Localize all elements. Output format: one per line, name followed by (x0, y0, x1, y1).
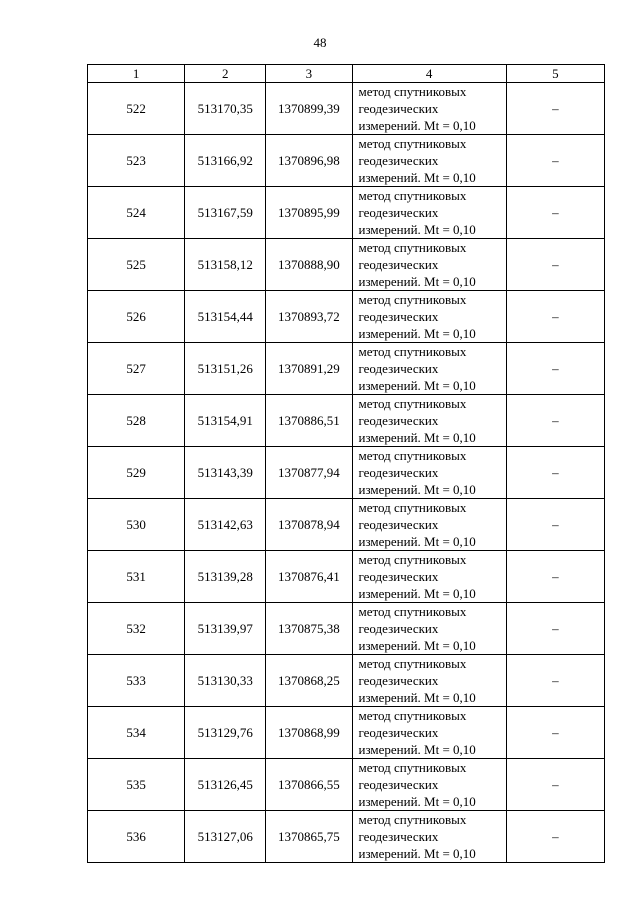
table-row (88, 603, 605, 655)
method-cell (352, 811, 506, 863)
method-text-line-1: метод спутниковых (358, 500, 467, 515)
method-text-line-2: геодезических (358, 673, 439, 688)
table-header (88, 65, 605, 83)
method-text-line-1: метод спутниковых (358, 292, 467, 307)
method-text-line-1: метод спутниковых (358, 84, 467, 99)
y-coordinate-cell: 1370888,90 (266, 239, 352, 291)
method-text-line-3: измерений. Mt = 0,10 (358, 638, 476, 653)
note-cell: – (506, 239, 604, 291)
x-coordinate-cell: 513158,12 (185, 239, 266, 291)
method-text-line-3: измерений. Mt = 0,10 (358, 118, 476, 133)
method-text-line-3: измерений. Mt = 0,10 (358, 430, 476, 445)
method-cell (352, 447, 506, 499)
method-text-line-3: измерений. Mt = 0,10 (358, 846, 476, 861)
note-cell: – (506, 447, 604, 499)
method-text-line-2: геодезических (358, 153, 439, 168)
method-cell (352, 187, 506, 239)
note-cell: – (506, 759, 604, 811)
note-cell: – (506, 811, 604, 863)
y-coordinate-cell: 1370899,39 (266, 83, 352, 135)
method-text-line-1: метод спутниковых (358, 136, 467, 151)
x-coordinate-cell: 513154,44 (185, 291, 266, 343)
table-row (88, 135, 605, 187)
method-cell (352, 135, 506, 187)
x-coordinate-cell: 513154,91 (185, 395, 266, 447)
note-cell: – (506, 395, 604, 447)
y-coordinate-cell: 1370896,98 (266, 135, 352, 187)
header-cell-5: 5 (506, 65, 604, 83)
y-coordinate-cell: 1370891,29 (266, 343, 352, 395)
method-text-line-3: измерений. Mt = 0,10 (358, 274, 476, 289)
note-cell: – (506, 187, 604, 239)
method-text-line-1: метод спутниковых (358, 604, 467, 619)
x-coordinate-cell: 513166,92 (185, 135, 266, 187)
x-coordinate-cell: 513126,45 (185, 759, 266, 811)
y-coordinate-cell: 1370878,94 (266, 499, 352, 551)
y-coordinate-cell: 1370895,99 (266, 187, 352, 239)
y-coordinate-cell: 1370877,94 (266, 447, 352, 499)
method-text-line-1: метод спутниковых (358, 448, 467, 463)
table-row (88, 551, 605, 603)
method-cell (352, 603, 506, 655)
table-row (88, 395, 605, 447)
header-cell-3: 3 (266, 65, 352, 83)
table-row (88, 291, 605, 343)
x-coordinate-cell: 513170,35 (185, 83, 266, 135)
method-text-line-2: геодезических (358, 309, 439, 324)
note-cell: – (506, 603, 604, 655)
header-cell-4: 4 (352, 65, 506, 83)
method-text-line-3: измерений. Mt = 0,10 (358, 326, 476, 341)
method-text-line-2: геодезических (358, 569, 439, 584)
method-text-line-3: измерений. Mt = 0,10 (358, 794, 476, 809)
note-cell: – (506, 551, 604, 603)
method-text-line-2: геодезических (358, 517, 439, 532)
point-number-cell: 522 (88, 83, 185, 135)
y-coordinate-cell: 1370868,25 (266, 655, 352, 707)
x-coordinate-cell: 513130,33 (185, 655, 266, 707)
note-cell: – (506, 707, 604, 759)
method-text-line-1: метод спутниковых (358, 656, 467, 671)
point-number-cell: 525 (88, 239, 185, 291)
method-text-line-3: измерений. Mt = 0,10 (358, 742, 476, 757)
point-number-cell: 530 (88, 499, 185, 551)
method-text-line-1: метод спутниковых (358, 240, 467, 255)
method-cell (352, 83, 506, 135)
method-text-line-2: геодезических (358, 829, 439, 844)
method-text-line-1: метод спутниковых (358, 760, 467, 775)
point-number-cell: 523 (88, 135, 185, 187)
table-row (88, 707, 605, 759)
y-coordinate-cell: 1370893,72 (266, 291, 352, 343)
note-cell: – (506, 135, 604, 187)
table-row (88, 447, 605, 499)
point-number-cell: 531 (88, 551, 185, 603)
table-row (88, 811, 605, 863)
method-text-line-2: геодезических (358, 777, 439, 792)
header-row (88, 65, 605, 83)
point-number-cell: 526 (88, 291, 185, 343)
method-cell (352, 291, 506, 343)
method-cell (352, 655, 506, 707)
point-number-cell: 529 (88, 447, 185, 499)
x-coordinate-cell: 513143,39 (185, 447, 266, 499)
method-text-line-3: измерений. Mt = 0,10 (358, 690, 476, 705)
method-text-line-1: метод спутниковых (358, 552, 467, 567)
table-row (88, 655, 605, 707)
table-row (88, 83, 605, 135)
note-cell: – (506, 83, 604, 135)
method-cell (352, 239, 506, 291)
method-cell (352, 551, 506, 603)
y-coordinate-cell: 1370866,55 (266, 759, 352, 811)
point-number-cell: 528 (88, 395, 185, 447)
y-coordinate-cell: 1370886,51 (266, 395, 352, 447)
table-row (88, 239, 605, 291)
coordinates-table (87, 64, 605, 863)
method-text-line-3: измерений. Mt = 0,10 (358, 170, 476, 185)
header-cell-1: 1 (88, 65, 185, 83)
method-text-line-2: геодезических (358, 413, 439, 428)
method-cell (352, 707, 506, 759)
method-text-line-2: геодезических (358, 361, 439, 376)
method-text-line-3: измерений. Mt = 0,10 (358, 586, 476, 601)
point-number-cell: 533 (88, 655, 185, 707)
table-body (88, 83, 605, 863)
method-text-line-3: измерений. Mt = 0,10 (358, 378, 476, 393)
x-coordinate-cell: 513142,63 (185, 499, 266, 551)
point-number-cell: 527 (88, 343, 185, 395)
x-coordinate-cell: 513151,26 (185, 343, 266, 395)
page-number: 48 (313, 35, 327, 50)
x-coordinate-cell: 513167,59 (185, 187, 266, 239)
header-cell-2: 2 (185, 65, 266, 83)
x-coordinate-cell: 513139,97 (185, 603, 266, 655)
y-coordinate-cell: 1370876,41 (266, 551, 352, 603)
method-text-line-1: метод спутниковых (358, 396, 467, 411)
method-cell (352, 343, 506, 395)
point-number-cell: 535 (88, 759, 185, 811)
method-text-line-1: метод спутниковых (358, 708, 467, 723)
method-text-line-2: геодезических (358, 725, 439, 740)
table-row (88, 343, 605, 395)
method-text-line-1: метод спутниковых (358, 344, 467, 359)
y-coordinate-cell: 1370865,75 (266, 811, 352, 863)
y-coordinate-cell: 1370868,99 (266, 707, 352, 759)
method-cell (352, 395, 506, 447)
method-text-line-2: геодезических (358, 465, 439, 480)
point-number-cell: 534 (88, 707, 185, 759)
note-cell: – (506, 343, 604, 395)
x-coordinate-cell: 513129,76 (185, 707, 266, 759)
method-text-line-2: геодезических (358, 101, 439, 116)
method-cell (352, 499, 506, 551)
x-coordinate-cell: 513139,28 (185, 551, 266, 603)
point-number-cell: 524 (88, 187, 185, 239)
table-row (88, 187, 605, 239)
method-text-line-1: метод спутниковых (358, 188, 467, 203)
method-text-line-3: измерений. Mt = 0,10 (358, 222, 476, 237)
point-number-cell: 536 (88, 811, 185, 863)
method-text-line-3: измерений. Mt = 0,10 (358, 534, 476, 549)
point-number-cell: 532 (88, 603, 185, 655)
method-text-line-2: геодезических (358, 205, 439, 220)
note-cell: – (506, 291, 604, 343)
method-text-line-1: метод спутниковых (358, 812, 467, 827)
method-text-line-2: геодезических (358, 621, 439, 636)
note-cell: – (506, 655, 604, 707)
method-text-line-2: геодезических (358, 257, 439, 272)
method-cell (352, 759, 506, 811)
table-row (88, 499, 605, 551)
x-coordinate-cell: 513127,06 (185, 811, 266, 863)
y-coordinate-cell: 1370875,38 (266, 603, 352, 655)
method-text-line-3: измерений. Mt = 0,10 (358, 482, 476, 497)
table-row (88, 759, 605, 811)
note-cell: – (506, 499, 604, 551)
